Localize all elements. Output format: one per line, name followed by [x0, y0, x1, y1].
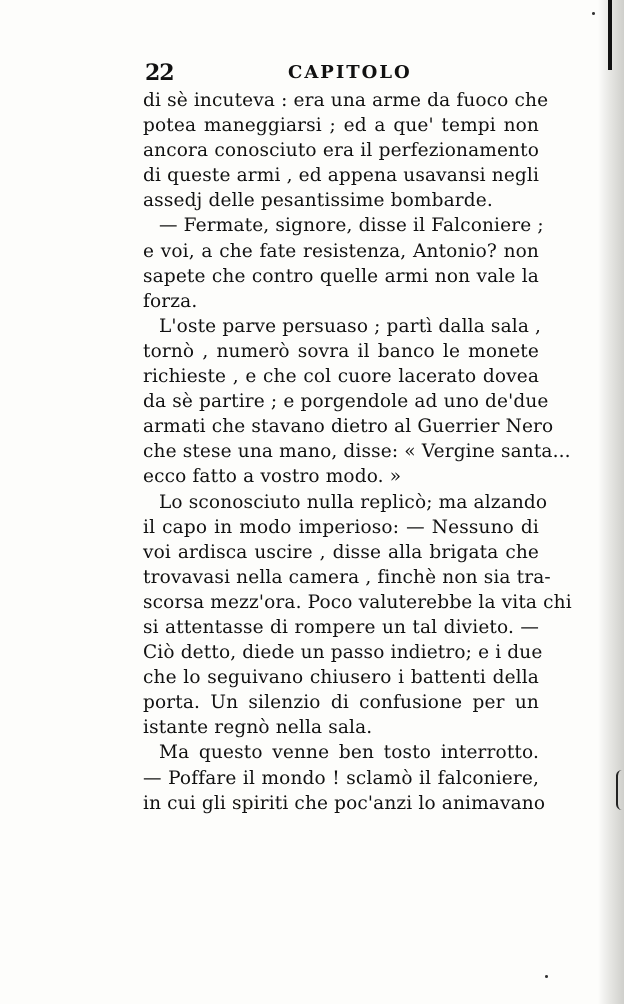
text-line: di queste armi , ed appena usavansi negli	[143, 165, 540, 187]
text-line: istante regnò nella sala.	[143, 717, 373, 739]
text-line: da sè partire ; e porgendole ad uno de'due	[143, 391, 549, 413]
text-line: forza.	[143, 290, 198, 312]
text-line: assedj delle pesantissime bombarde.	[143, 190, 493, 212]
text-line: tornò , numerò sovra il banco le monete	[143, 340, 539, 362]
text-line: Ma questo venne ben tosto interrotto.	[159, 742, 539, 764]
text-line: armati che stavano dietro al Guerrier Nero	[143, 416, 554, 438]
text-line: si attentasse di rompere un tal divieto. —	[143, 616, 539, 638]
page-number: 22	[145, 60, 174, 86]
text-line: Ciò detto, diede un passo indietro; e i due	[143, 642, 543, 664]
text-line: sapete che contro quelle armi non vale la	[143, 265, 539, 287]
text-line: di sè incuteva : era una arme da fuoco che	[143, 90, 549, 111]
text-line: trovavasi nella camera , finchè non sia tra-	[143, 566, 551, 588]
page-gutter	[598, 0, 624, 1004]
text-line: ancora conosciuto era il perfezionamento	[143, 140, 539, 162]
print-speck	[592, 12, 595, 15]
text-line: — Poffare il mondo ! sclamò il falconiere,	[143, 767, 539, 789]
text-line: che stese una mano, disse: « Vergine santa...	[143, 441, 571, 463]
text-line: in cui gli spiriti che poc'anzi lo animavano	[143, 792, 546, 814]
text-line: porta. Un silenzio di confusione per un	[143, 692, 539, 714]
text-line: Lo sconosciuto nulla replicò; ma alzando	[159, 491, 548, 513]
text-line: L'oste parve persuaso ; partì dalla sala ,	[159, 315, 542, 337]
text-line: voi ardisca uscire , disse alla brigata che	[143, 541, 539, 563]
text-line: richieste , e che col cuore lacerato dovea	[143, 366, 539, 388]
text-line: che lo seguivano chiusero i battenti della	[143, 667, 539, 689]
binding-mark	[608, 0, 612, 70]
text-line: potea maneggiarsi ; ed a que' tempi non	[143, 115, 539, 137]
print-speck	[545, 975, 548, 978]
text-line: ecco fatto a vostro modo. »	[143, 466, 402, 488]
page-header	[143, 60, 539, 88]
body-text	[143, 88, 572, 816]
text-line: — Fermate, signore, disse il Falconiere ;	[159, 215, 544, 237]
text-line: il capo in modo imperioso: — Nessuno di	[143, 516, 539, 538]
text-line: e voi, a che fate resistenza, Antonio? non	[143, 240, 539, 262]
running-title: CAPITOLO	[288, 62, 412, 83]
text-line: scorsa mezz'ora. Poco valuterebbe la vita chi	[143, 591, 572, 613]
page-edge-mark	[616, 770, 624, 810]
